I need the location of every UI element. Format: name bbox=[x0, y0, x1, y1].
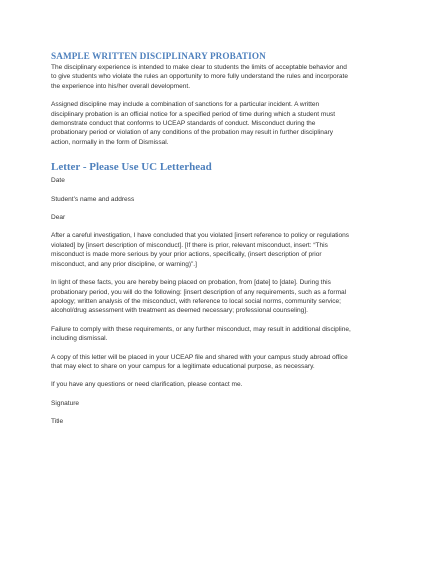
letter-paragraph-4: A copy of this letter will be placed in your UCEAP file and shared with your campus study abroad office that may elect to share on your campus for a legitimate educational purpose, as necessary. bbox=[51, 353, 348, 370]
letter-paragraph-1: After a careful investigation, I have concluded that you violated [insert reference to policy or regulations violated] by [insert description of misconduct]. [If there is prior, relevant misconduct, insert: “This misconduct is made more serious by your prior actions, specifically, (insert description of prior misconduct, and any prior discipline, or warning)”.] bbox=[51, 232, 350, 268]
date-line: Date bbox=[51, 177, 65, 185]
salutation: Dear bbox=[51, 214, 66, 222]
letter-heading: Letter - Please Use UC Letterhead bbox=[51, 161, 212, 174]
letter-paragraph-3: Failure to comply with these requirements, or any further misconduct, may result in additional discipline, including dismissal. bbox=[51, 325, 351, 343]
signature-line: Signature bbox=[51, 399, 80, 407]
title-line: Title bbox=[51, 418, 64, 426]
document-content bbox=[51, 51, 396, 427]
letter-paragraph-5: If you have any questions or need clarification, please contact me. bbox=[51, 381, 243, 389]
address-line: Student’s name and address bbox=[51, 195, 135, 203]
intro-paragraph-2: Assigned discipline may include a combination of sanctions for a particular incident. A written disciplinary probation is an official notice for a specified period of time during which a student must demonstrate conduct that conforms to UCEAP standards of conduct. Misconduct during the probationary period or violation of any conditions of the probation may result in further disciplinary action, normally in the form of Dismissal. bbox=[51, 101, 336, 146]
letter-paragraph-2: In light of these facts, you are hereby being placed on probation, from [date] to [date]. During this probationary period, you will do the following: [insert description of any requirements, such as a formal apology; written analysis of the misconduct, with reference to local social norms, community service; alcohol/drug assessment with treatment as deemed necessary; professional counseling]. bbox=[51, 279, 347, 315]
document-title: SAMPLE WRITTEN DISCIPLINARY PROBATION bbox=[51, 51, 266, 61]
intro-paragraph-1: The disciplinary experience is intended to make clear to students the limits of acceptable behavior and to give students who violate the rules an opportunity to more fully understand the rules and incorporate the experience into his/her overall development. bbox=[51, 64, 348, 90]
